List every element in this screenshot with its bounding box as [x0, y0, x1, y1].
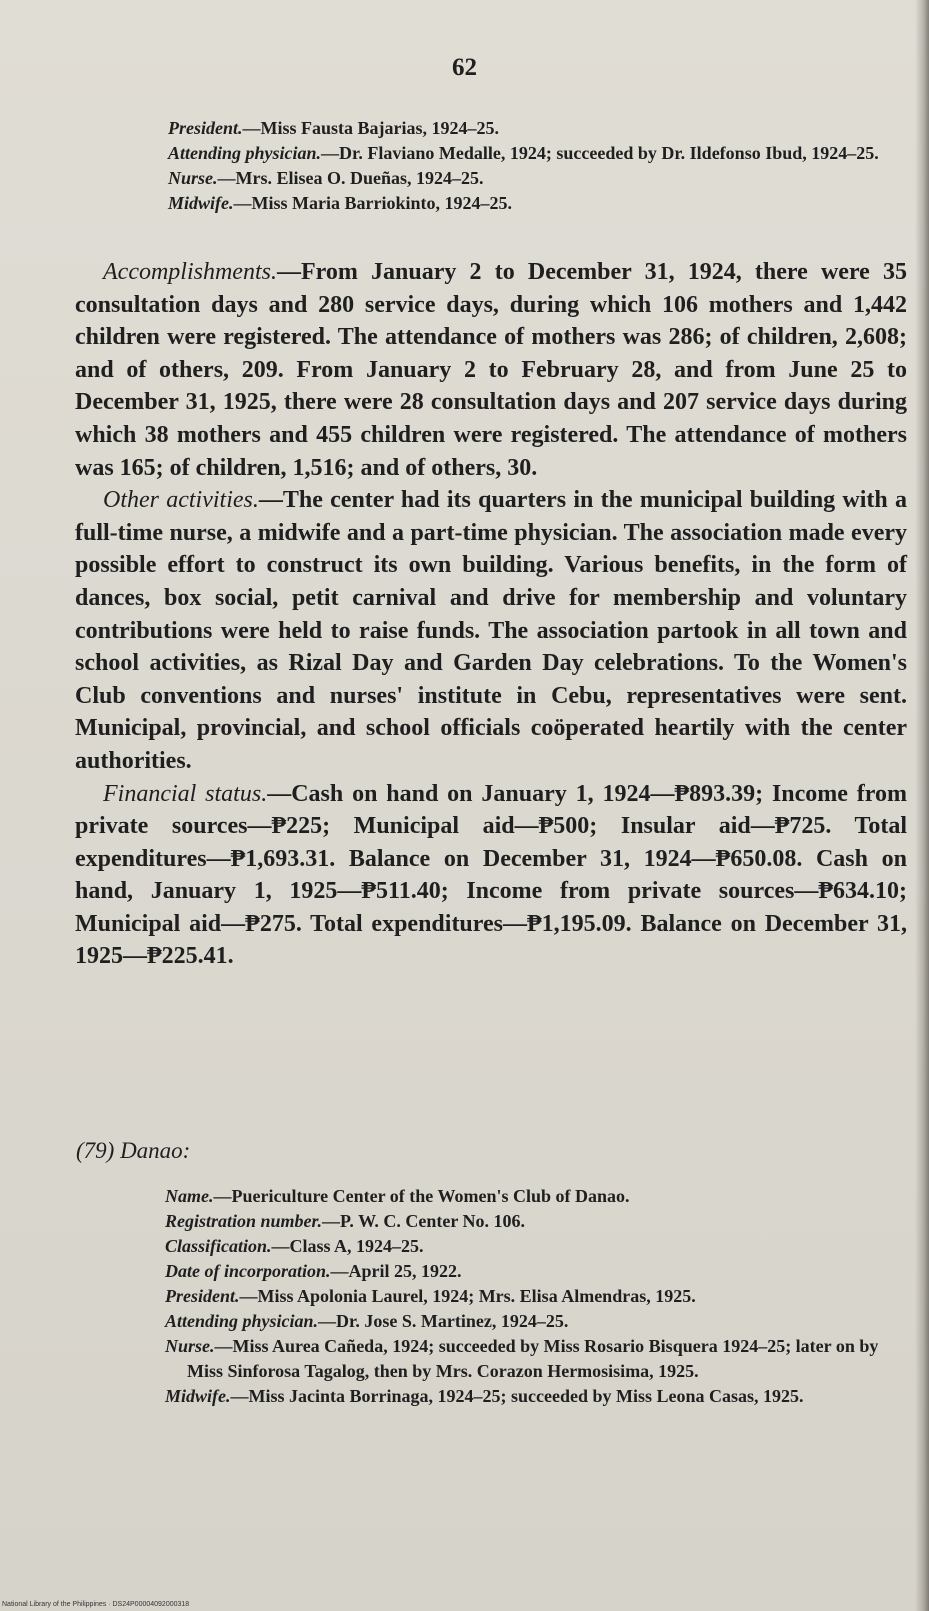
paragraph-accomplishments: Accomplishments.—From January 2 to December 31, 1924, there were 35 consultation days and 280 service days, during which 106 mothers and 1,442 children were registered. The attendance of mothers was 286; of children, 2,608; and of others, 209. From January 2 to February 28, and from June 25 to December 31, 1925, there were 28 consultation days and 207 service days during which 38 mothers and 455 children were registered. The attendance of mothers was 165; of children, 1,516; and of others, 30. — [75, 259, 907, 481]
entry-registration-number: Registration number.—P. W. C. Center No. 106. — [165, 1211, 526, 1231]
entry-attending-physician: Attending physician.—Dr. Flaviano Medalle, 1924; succeeded by Dr. Ildefonso Ibud, 1924–25. — [168, 143, 879, 163]
paragraph-other-activities: Other activities.—The center had its quarters in the municipal building with a full-time nurse, a midwife and a part-time physician. The association made every possible effort to construct its own building. Various benefits, in the form of dances, box social, petit carnival and drive for membership and voluntary contributions were held to raise funds. The association partook in all town and school activities, as Rizal Day and Garden Day celebrations. To the Women's Club conventions and nurses' institute in Cebu, representatives were sent. Municipal, provincial, and school officials coöperated heartily with the center authorities. — [75, 487, 907, 774]
entry-nurse: Nurse.—Miss Aurea Cañeda, 1924; succeeded by Miss Rosario Bisquera 1924–25; later on by Miss Sinforosa Tagalog, then by Mrs. Corazon Hermosisima, 1925. — [165, 1336, 879, 1381]
entry-midwife: Midwife.—Miss Maria Barriokinto, 1924–25. — [168, 193, 512, 213]
body-text — [75, 256, 907, 973]
paragraph-financial-status: Financial status.—Cash on hand on January 1, 1924—₱893.39; Income from private sources—₱225; Municipal aid—₱500; Insular aid—₱725. Total expenditures—₱1,693.31. Balance on December 31, 1924—₱650.08. Cash on hand, January 1, 1925—₱511.40; Income from private sources—₱634.10; Municipal aid—₱275. Total expenditures—₱1,195.09. Balance on December 31, 1925—₱225.41. — [75, 780, 907, 970]
entry-president: President.—Miss Apolonia Laurel, 1924; Mrs. Elisa Almendras, 1925. — [165, 1286, 696, 1306]
entry-name: Name.—Puericulture Center of the Women's Club of Danao. — [165, 1186, 630, 1206]
danao-entries — [165, 1184, 915, 1409]
page-number: 62 — [452, 54, 477, 81]
entry-date-of-incorporation: Date of incorporation.—April 25, 1922. — [165, 1261, 462, 1281]
entry-president: President.—Miss Fausta Bajarias, 1924–25. — [168, 118, 499, 138]
section-heading: (79) Danao: — [76, 1138, 191, 1163]
entry-attending-physician: Attending physician.—Dr. Jose S. Martinez, 1924–25. — [165, 1311, 569, 1331]
entry-classification: Classification.—Class A, 1924–25. — [165, 1236, 424, 1256]
entry-midwife: Midwife.—Miss Jacinta Borrinaga, 1924–25; succeeded by Miss Leona Casas, 1925. — [165, 1386, 804, 1406]
header-entries — [168, 116, 908, 216]
page-edge-shadow — [915, 0, 929, 1611]
entry-nurse: Nurse.—Mrs. Elisea O. Dueñas, 1924–25. — [168, 168, 484, 188]
scan-footer: National Library of the Philippines · DS24P00004092000318 — [2, 1601, 190, 1608]
